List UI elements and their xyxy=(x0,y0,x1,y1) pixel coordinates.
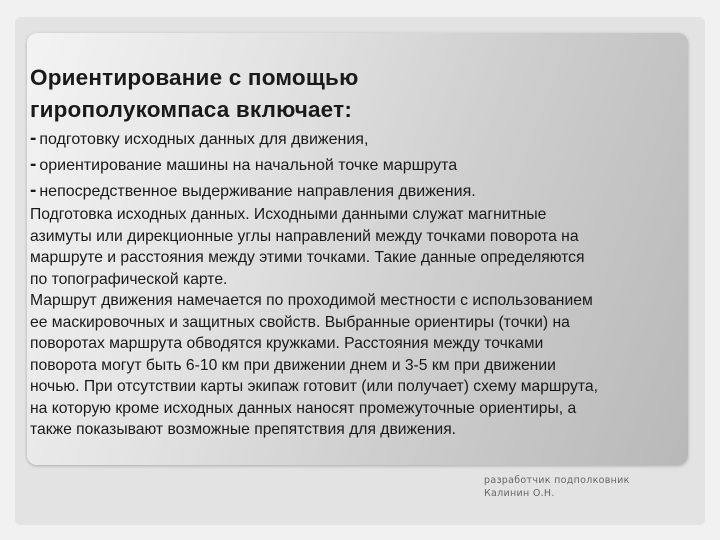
body-line: также показывают возможные препятствия для движения. xyxy=(30,421,457,438)
bullet-text: ориентирование машины на начальной точке маршрута xyxy=(39,157,458,174)
bullet-text: непосредственное выдерживание направления движения. xyxy=(39,183,476,200)
bullet-marker: - xyxy=(30,154,37,175)
author-credit xyxy=(484,474,630,500)
bullet-marker: - xyxy=(30,128,37,149)
body-line: Подготовка исходных данных. Исходными данными служат магнитные xyxy=(30,206,547,223)
title-line: Ориентирование с помощью xyxy=(30,65,359,90)
credit-line: разработчик подполковник xyxy=(484,475,630,486)
body-line: по топографической карте. xyxy=(30,270,228,288)
body-text xyxy=(30,204,690,441)
title-line: гирополукомпаса включает: xyxy=(30,97,353,122)
slide-content xyxy=(30,62,690,441)
bullet-item xyxy=(30,126,690,152)
bullet-list xyxy=(30,126,690,204)
body-line: на которую кроме исходных данных наносят промежуточные ориентиры, а xyxy=(30,399,577,417)
body-line: ее маскировочных и защитных свойств. Выбранные ориентиры (точки) на xyxy=(30,313,570,331)
bullet-text: подготовку исходных данных для движения, xyxy=(39,131,369,148)
body-line: поворотах маршрута обводятся кружками. Расстояния между точками xyxy=(30,335,544,352)
body-line: маршруте и расстояния между этими точками. Такие данные определяются xyxy=(30,249,585,266)
bullet-marker: - xyxy=(30,180,37,201)
bullet-item xyxy=(30,152,690,178)
body-line: поворота могут быть 6-10 км при движении днем и 3-5 км при движении xyxy=(30,356,556,374)
body-line: азимуты или дирекционные углы направлений между точками поворота на xyxy=(30,227,579,245)
body-line: Маршрут движения намечается по проходимой местности с использованием xyxy=(30,292,593,309)
body-line: ночью. При отсутствии карты экипаж готовит (или получает) схему маршрута, xyxy=(30,378,598,395)
credit-line: Калинин О.Н. xyxy=(484,488,555,499)
bullet-item xyxy=(30,178,690,204)
slide-title xyxy=(30,62,690,126)
